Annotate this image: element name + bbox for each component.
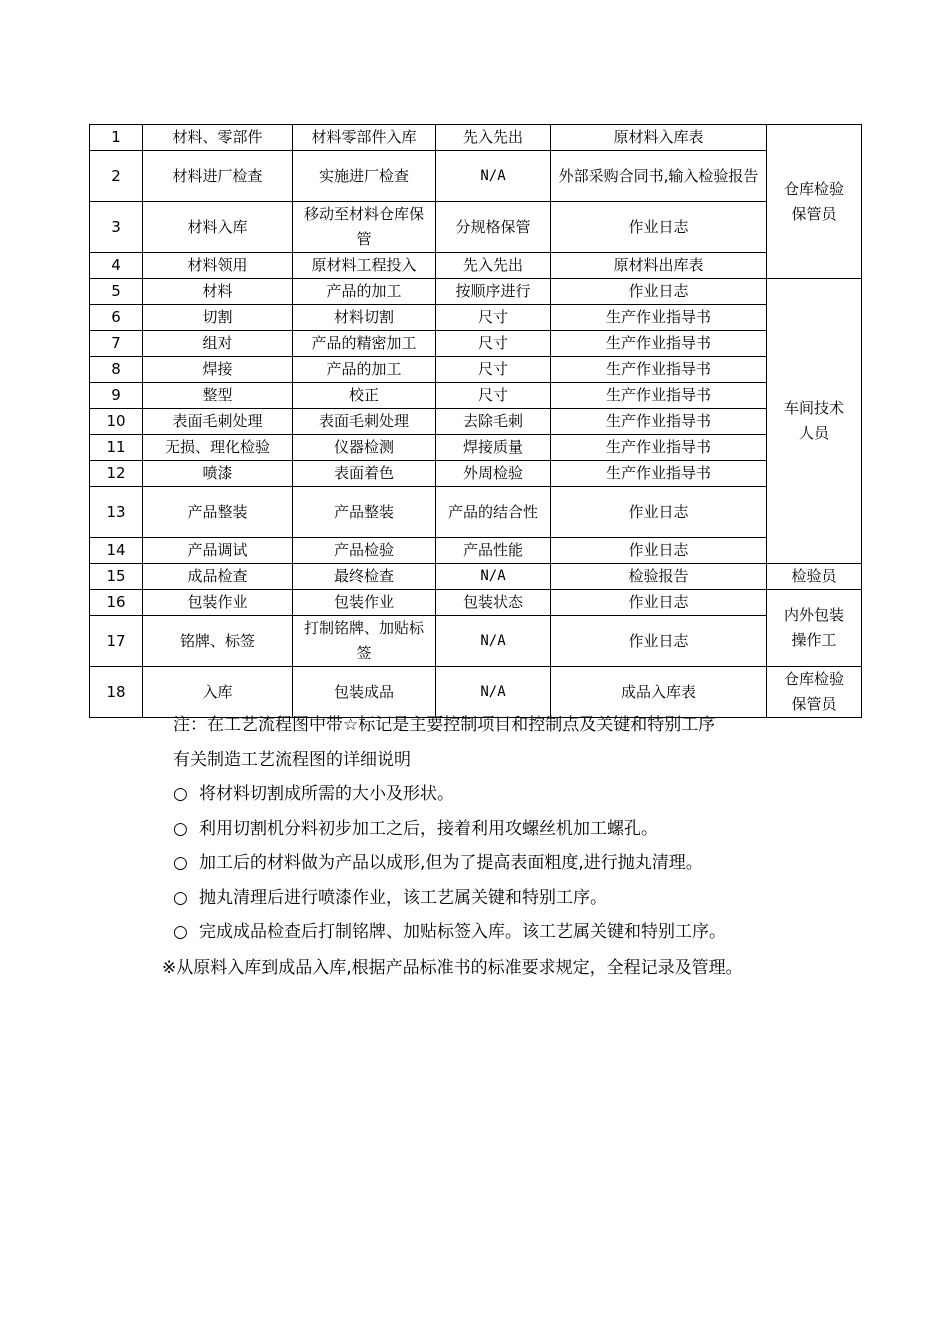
note-bullet: ○ 利用切割机分料初步加工之后，接着利用攻螺丝机加工螺孔。 [173,816,726,851]
note-bullet: ○ 加工后的材料做为产品以成形,但为了提高表面粗度,进行抛丸清理。 [173,850,726,885]
cell-content: 包装作业 [293,590,436,616]
table-row [90,461,862,487]
cell-record: 原材料出库表 [551,253,767,279]
table-row [90,409,862,435]
cell-responsible: 车间技术人员 [767,279,862,564]
cell-control: 先入先出 [436,253,551,279]
cell-control: 先入先出 [436,125,551,151]
cell-content: 产品的加工 [293,279,436,305]
cell-record: 生产作业指导书 [551,383,767,409]
cell-record: 作业日志 [551,202,767,253]
cell-no: 7 [90,331,143,357]
cell-no: 3 [90,202,143,253]
cell-no: 2 [90,151,143,202]
cell-step: 焊接 [143,357,293,383]
cell-control: 尺寸 [436,305,551,331]
cell-step: 材料领用 [143,253,293,279]
circle-icon: ○ [173,922,188,942]
cell-step: 铭牌、标签 [143,616,293,667]
cell-no: 5 [90,279,143,305]
cell-step: 入库 [143,667,293,718]
table-row [90,305,862,331]
cell-content: 产品检验 [293,538,436,564]
cell-content: 表面着色 [293,461,436,487]
cell-control: N/A [436,667,551,718]
cell-record: 作业日志 [551,279,767,305]
cell-control: 产品性能 [436,538,551,564]
table-row [90,435,862,461]
notes-section [173,712,726,954]
cell-content: 产品的精密加工 [293,331,436,357]
cell-responsible: 内外包装操作工 [767,590,862,667]
table-row [90,253,862,279]
cell-control: 产品的结合性 [436,487,551,538]
circle-icon: ○ [173,887,188,908]
circle-icon: ○ [173,784,188,804]
cell-content: 打制铭牌、加贴标签 [293,616,436,667]
cell-control: 尺寸 [436,331,551,357]
cell-record: 外部采购合同书,输入检验报告 [551,151,767,202]
cell-control: N/A [436,564,551,590]
cell-step: 材料进厂检查 [143,151,293,202]
cell-content: 材料零部件入库 [293,125,436,151]
cell-control: 外周检验 [436,461,551,487]
cell-content: 产品整装 [293,487,436,538]
table-row [90,538,862,564]
cell-control: 尺寸 [436,357,551,383]
cell-no: 18 [90,667,143,718]
table-row [90,279,862,305]
cell-step: 材料 [143,279,293,305]
circle-icon: ○ [173,853,188,873]
cell-record: 生产作业指导书 [551,435,767,461]
cell-step: 整型 [143,383,293,409]
table-row [90,667,862,718]
cell-no: 8 [90,357,143,383]
note-bullet: ○ 将材料切割成所需的大小及形状。 [173,781,726,816]
cell-no: 1 [90,125,143,151]
note-star-legend: 注：在工艺流程图中带☆标记是主要控制项目和控制点及关键和特别工序 [173,715,716,735]
cell-content: 校正 [293,383,436,409]
cell-responsible: 检验员 [767,564,862,590]
cell-step: 产品调试 [143,538,293,564]
cell-step: 喷漆 [143,461,293,487]
cell-content: 实施进厂检查 [293,151,436,202]
cell-no: 10 [90,409,143,435]
circle-icon: ○ [173,818,188,839]
cell-record: 成品入库表 [551,667,767,718]
cell-record: 生产作业指导书 [551,409,767,435]
cell-step: 包装作业 [143,590,293,616]
cell-no: 14 [90,538,143,564]
table-row [90,125,862,151]
note-bullet: ○ 抛丸清理后进行喷漆作业，该工艺属关键和特别工序。 [173,885,726,920]
cell-content: 产品的加工 [293,357,436,383]
cell-step: 产品整装 [143,487,293,538]
cell-record: 生产作业指导书 [551,357,767,383]
cell-record: 作业日志 [551,590,767,616]
cell-no: 11 [90,435,143,461]
cell-content: 包装成品 [293,667,436,718]
cell-record: 生产作业指导书 [551,461,767,487]
table-row [90,151,862,202]
cell-no: 17 [90,616,143,667]
cell-record: 作业日志 [551,616,767,667]
cell-control: N/A [436,151,551,202]
cell-content: 表面毛刺处理 [293,409,436,435]
cell-step: 表面毛刺处理 [143,409,293,435]
cell-control: 分规格保管 [436,202,551,253]
cell-no: 4 [90,253,143,279]
cell-control: N/A [436,616,551,667]
cell-no: 15 [90,564,143,590]
table-row [90,616,862,667]
cell-record: 作业日志 [551,538,767,564]
notes-heading: 有关制造工艺流程图的详细说明 [173,749,411,770]
cell-content: 原材料工程投入 [293,253,436,279]
final-remark: ※从原料入库到成品入库,根据产品标准书的标准要求规定，全程记录及管理。 [162,958,743,978]
cell-control: 去除毛刺 [436,409,551,435]
table-row [90,383,862,409]
cell-no: 12 [90,461,143,487]
process-table [89,124,862,718]
cell-no: 16 [90,590,143,616]
cell-content: 材料切割 [293,305,436,331]
cell-step: 组对 [143,331,293,357]
table-row [90,202,862,253]
cell-no: 6 [90,305,143,331]
cell-step: 材料入库 [143,202,293,253]
cell-control: 包装状态 [436,590,551,616]
cell-content: 移动至材料仓库保管 [293,202,436,253]
cell-responsible: 仓库检验保管员 [767,667,862,718]
cell-record: 原材料入库表 [551,125,767,151]
table-row [90,357,862,383]
cell-step: 材料、零部件 [143,125,293,151]
table-row [90,564,862,590]
table-row [90,487,862,538]
cell-responsible: 仓库检验保管员 [767,125,862,279]
note-bullet: ○ 完成成品检查后打制铭牌、加贴标签入库。该工艺属关键和特别工序。 [173,919,726,954]
cell-control: 焊接质量 [436,435,551,461]
cell-content: 仪器检测 [293,435,436,461]
cell-record: 生产作业指导书 [551,331,767,357]
cell-step: 成品检查 [143,564,293,590]
cell-no: 13 [90,487,143,538]
cell-step: 切割 [143,305,293,331]
cell-control: 尺寸 [436,383,551,409]
cell-control: 按顺序进行 [436,279,551,305]
cell-record: 作业日志 [551,487,767,538]
cell-record: 检验报告 [551,564,767,590]
cell-step: 无损、理化检验 [143,435,293,461]
table-row [90,590,862,616]
cell-content: 最终检查 [293,564,436,590]
cell-record: 生产作业指导书 [551,305,767,331]
table-row [90,331,862,357]
cell-no: 9 [90,383,143,409]
